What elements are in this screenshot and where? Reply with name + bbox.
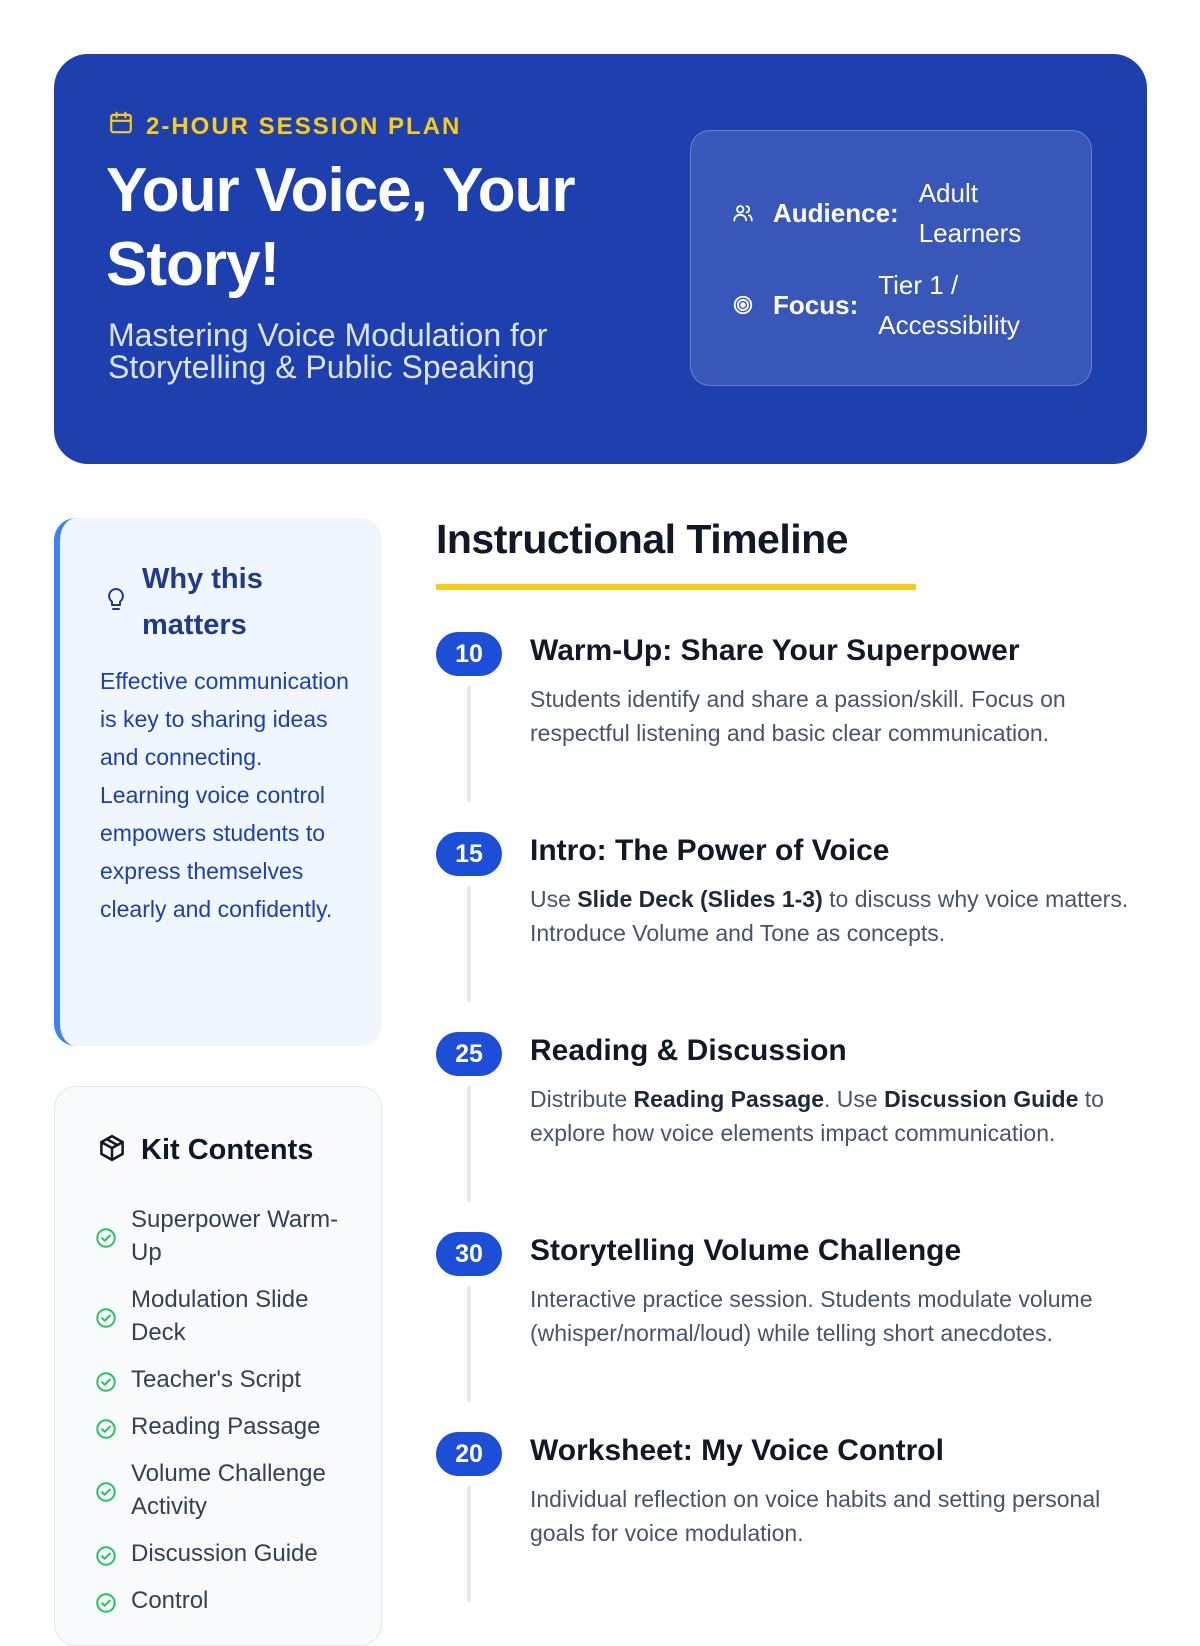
focus-value: Tier 1 / Accessibility bbox=[878, 270, 1020, 340]
timeline-connector bbox=[467, 1286, 471, 1402]
kit-item-label: Discussion Guide bbox=[131, 1540, 318, 1567]
check-circle-icon bbox=[95, 1225, 117, 1247]
check-circle-icon bbox=[95, 1479, 117, 1501]
timeline-item-title: Reading & Discussion bbox=[530, 1034, 847, 1067]
why-this-matters-card bbox=[54, 518, 382, 1046]
audience-label: Audience: bbox=[773, 197, 899, 228]
timeline-item bbox=[436, 1432, 1156, 1632]
audience-value: Adult Learners bbox=[918, 178, 1022, 248]
hero-banner bbox=[54, 54, 1147, 464]
check-circle-icon bbox=[95, 1369, 117, 1391]
timeline-title: Instructional Timeline bbox=[436, 516, 848, 562]
kit-item-label: Modulation Slide Deck bbox=[131, 1286, 309, 1346]
description-emphasis: Reading Passage bbox=[633, 1086, 825, 1112]
description-text: Distribute bbox=[530, 1086, 634, 1112]
kit-item-label: Reading Passage bbox=[131, 1413, 321, 1440]
kit-item bbox=[95, 1363, 365, 1396]
timeline-item bbox=[436, 832, 1156, 1032]
audience-focus-card bbox=[690, 130, 1092, 386]
description-emphasis: Discussion Guide bbox=[884, 1086, 1079, 1112]
description-text: Use bbox=[530, 886, 578, 912]
kit-item bbox=[95, 1410, 365, 1443]
minutes-badge: 20 bbox=[436, 1432, 502, 1476]
timeline-connector bbox=[467, 886, 471, 1002]
timeline-item-description bbox=[530, 1282, 1150, 1350]
kit-item-label: Volume Challenge Activity bbox=[131, 1460, 326, 1520]
kit-item-label: Teacher's Script bbox=[131, 1366, 301, 1393]
target-icon bbox=[731, 293, 755, 317]
timeline-connector bbox=[467, 1486, 471, 1602]
focus-row bbox=[731, 265, 1048, 345]
why-title: Why this matters bbox=[142, 563, 263, 641]
description-text: . Use bbox=[824, 1086, 885, 1112]
kit-item bbox=[95, 1203, 365, 1269]
kit-item bbox=[95, 1537, 365, 1570]
session-eyebrow bbox=[108, 110, 461, 143]
timeline-item bbox=[436, 1032, 1156, 1232]
check-circle-icon bbox=[95, 1543, 117, 1565]
minutes-badge: 25 bbox=[436, 1032, 502, 1076]
kit-list bbox=[95, 1203, 365, 1631]
minutes-badge: 10 bbox=[436, 632, 502, 676]
timeline-item-title: Storytelling Volume Challenge bbox=[530, 1234, 962, 1267]
eyebrow-text: 2-HOUR SESSION PLAN bbox=[146, 112, 462, 140]
page-title: Your Voice, Your Story! bbox=[106, 156, 575, 299]
timeline-item bbox=[436, 632, 1156, 832]
users-icon bbox=[731, 201, 755, 225]
description-text: Interactive practice session. Students modulate volume (whisper/normal/loud) while telling short anecdotes. bbox=[530, 1286, 1093, 1346]
kit-item bbox=[95, 1283, 365, 1349]
timeline-item-title: Warm-Up: Share Your Superpower bbox=[530, 634, 1020, 667]
minutes-badge: 15 bbox=[436, 832, 502, 876]
kit-item-label: Superpower Warm-Up bbox=[131, 1206, 339, 1266]
why-header bbox=[104, 556, 312, 648]
kit-item bbox=[95, 1584, 365, 1617]
calendar-icon bbox=[108, 110, 134, 143]
description-text: Individual reflection on voice habits and setting personal goals for voice modulation. bbox=[530, 1486, 1101, 1546]
why-text: Effective communication is key to sharing ideas and connecting. Learning voice control empowers students to express themselves clearly and confidently. bbox=[100, 668, 349, 922]
timeline-connector bbox=[467, 1086, 471, 1202]
timeline-item-title: Intro: The Power of Voice bbox=[530, 834, 890, 867]
audience-row bbox=[731, 173, 1049, 253]
timeline-item-description bbox=[530, 1082, 1150, 1150]
timeline-connector bbox=[467, 686, 471, 802]
description-emphasis: Slide Deck (Slides 1-3) bbox=[577, 886, 823, 912]
minutes-badge: 30 bbox=[436, 1232, 502, 1276]
kit-contents-card bbox=[54, 1086, 382, 1646]
description-text: to discuss why voice matters. Introduce Volume and Tone as concepts. bbox=[530, 886, 1129, 946]
kit-item bbox=[95, 1457, 365, 1523]
timeline-underline bbox=[436, 584, 916, 590]
kit-title: Kit Contents bbox=[141, 1134, 314, 1166]
check-circle-icon bbox=[95, 1590, 117, 1612]
timeline-item-description bbox=[530, 682, 1150, 750]
page-subtitle: Mastering Voice Modulation for Storytelling & Public Speaking bbox=[108, 317, 548, 385]
kit-header bbox=[97, 1133, 313, 1168]
kit-item-label: Control bbox=[131, 1587, 209, 1614]
description-text: Students identify and share a passion/skill. Focus on respectful listening and basic clear communication. bbox=[530, 686, 1066, 746]
timeline-item bbox=[436, 1232, 1156, 1432]
lightbulb-icon bbox=[104, 586, 128, 619]
timeline-item-description bbox=[530, 882, 1150, 950]
focus-label: Focus: bbox=[773, 289, 859, 320]
check-circle-icon bbox=[95, 1305, 117, 1327]
timeline-item-title: Worksheet: My Voice Control bbox=[530, 1434, 944, 1467]
check-circle-icon bbox=[95, 1416, 117, 1438]
timeline-item-description bbox=[530, 1482, 1150, 1550]
description-text: to explore how voice elements impact communication. bbox=[530, 1086, 1104, 1146]
package-icon bbox=[97, 1133, 127, 1168]
